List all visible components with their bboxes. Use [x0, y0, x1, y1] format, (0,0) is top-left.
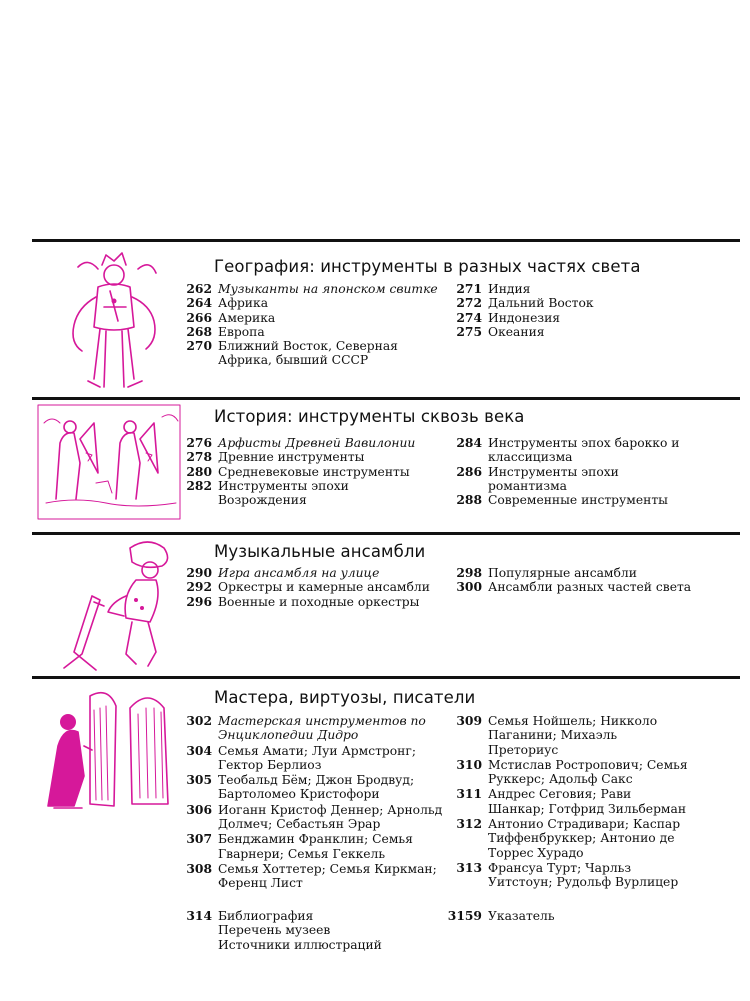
toc-entry[interactable] — [176, 339, 438, 368]
toc-entry[interactable] — [446, 282, 716, 296]
entry-title: Древние инструменты — [218, 450, 365, 465]
toc-entry[interactable] — [176, 744, 444, 773]
page-number: 307 — [186, 831, 212, 847]
toc-entry[interactable] — [176, 923, 438, 937]
entry-title: Арфисты Древней Вавилонии — [218, 436, 416, 450]
page-number: 302 — [186, 713, 212, 728]
toc-entry[interactable] — [176, 282, 438, 296]
entries-left-ensembles — [176, 566, 438, 609]
entry-title: Ближний Восток, Северная Африка, бывший СССР — [218, 339, 398, 368]
toc-entry[interactable] — [176, 450, 438, 464]
entry-title: Индонезия — [488, 310, 561, 325]
entry-title: Игра ансамбля на улице — [218, 566, 380, 580]
entries-right-masters — [446, 714, 688, 890]
page-number — [176, 923, 218, 937]
page-number: 311 — [456, 786, 482, 802]
toc-entry[interactable] — [441, 909, 711, 923]
toc-entry[interactable] — [446, 493, 690, 507]
section-history — [0, 397, 750, 532]
toc-entry[interactable] — [446, 325, 716, 339]
entry-title: Источники иллюстраций — [218, 937, 382, 952]
page-number: 314 — [186, 908, 212, 923]
entry-title: Инструменты эпохи романтизма — [488, 464, 619, 493]
entry-title: Библиография — [218, 909, 314, 923]
page-number: 304 — [186, 742, 212, 758]
entry-title: Современные инструменты — [488, 493, 668, 508]
toc-entry[interactable] — [176, 832, 444, 861]
entries-right-geography — [446, 282, 716, 339]
entry-title: Андрес Сеговия; Рави Шанкар; Готфрид Зильберман — [488, 787, 687, 816]
toc-entry[interactable] — [446, 580, 716, 594]
street-musician-illustration — [52, 536, 182, 676]
entry-title: Африка — [218, 296, 269, 311]
entry-title: Перечень музеев — [218, 923, 331, 938]
section-title-history: История: инструменты сквозь века — [214, 407, 525, 426]
entry-title: Мстислав Ростропович; Семья Руккерс; Адольф Сакс — [488, 757, 688, 787]
page-number: 313 — [456, 859, 482, 875]
toc-entry[interactable] — [176, 862, 444, 891]
page-number: 286 — [456, 463, 482, 479]
toc-entry[interactable] — [176, 325, 438, 339]
page-number: 3159 — [447, 908, 482, 923]
entry-title: Музыканты на японском свитке — [218, 282, 438, 296]
page-number: 290 — [186, 565, 212, 580]
toc-entry[interactable] — [176, 909, 438, 923]
page-number: 280 — [186, 463, 212, 479]
page-number: 288 — [456, 492, 482, 508]
page-number: 282 — [186, 477, 212, 493]
entries-right-ensembles — [446, 566, 716, 595]
toc-entry[interactable] — [176, 803, 444, 832]
page-number: 266 — [186, 309, 212, 325]
entries-left-masters — [176, 714, 444, 891]
page-number: 305 — [186, 772, 212, 788]
section-geography — [0, 239, 750, 397]
toc-entry[interactable] — [446, 311, 716, 325]
entry-title: Военные и походные оркестры — [218, 594, 420, 609]
entry-title: Европа — [218, 324, 265, 339]
toc-entry[interactable] — [446, 758, 688, 787]
page-number: 264 — [186, 295, 212, 311]
page-number — [176, 938, 218, 952]
section-title-ensembles: Музыкальные ансамбли — [214, 542, 426, 561]
page-number: 270 — [186, 338, 212, 354]
entry-title: Ансамбли разных частей света — [488, 580, 692, 595]
page-number: 272 — [456, 295, 482, 311]
entry-title: Семья Амати; Луи Армстронг; Гектор Берлиоз — [218, 743, 416, 772]
toc-entry[interactable] — [176, 311, 438, 325]
page-number: 275 — [456, 323, 482, 339]
toc-entry[interactable] — [176, 465, 438, 479]
toc-entry[interactable] — [176, 296, 438, 310]
entry-title: Средневековые инструменты — [218, 464, 410, 479]
entry-title: Иоганн Кристоф Деннер; Арнольд Долмеч; Себастьян Эрар — [218, 802, 443, 832]
entries-left-appendix — [176, 909, 438, 952]
toc-entry[interactable] — [446, 817, 688, 860]
japanese-musician-illustration — [58, 247, 168, 397]
entry-title: Америка — [218, 310, 276, 325]
toc-entry[interactable] — [446, 861, 688, 890]
page-number: 312 — [456, 816, 482, 832]
entry-title: Океания — [488, 324, 545, 339]
toc-entry[interactable] — [176, 595, 438, 609]
toc-entry[interactable] — [446, 566, 716, 580]
section-title-masters: Мастера, виртуозы, писатели — [214, 688, 476, 707]
entry-title: Популярные ансамбли — [488, 566, 637, 580]
entry-title: Индия — [488, 282, 531, 296]
page-number: 276 — [186, 435, 212, 450]
page-number: 262 — [186, 281, 212, 296]
section-masters — [0, 676, 750, 896]
babylonian-harpists-relief-illustration — [36, 403, 182, 521]
page-number: 271 — [456, 281, 482, 296]
entries-right-history — [446, 436, 690, 507]
page-number: 268 — [186, 323, 212, 339]
toc-entry[interactable] — [176, 938, 438, 952]
section-ensembles — [0, 532, 750, 676]
page-number: 310 — [456, 756, 482, 772]
page-number: 278 — [186, 449, 212, 465]
toc-entry[interactable] — [446, 714, 688, 757]
toc-entry[interactable] — [176, 479, 438, 508]
entry-title: Антонио Страдивари; Каспар Тиффенбруккер; Антонио де Торрес Хурадо — [488, 817, 681, 860]
section-title-geography: География: инструменты в разных частях света — [214, 257, 641, 276]
page-number: 296 — [186, 593, 212, 609]
entry-title: Мастерская инструментов по Энциклопедии Дидро — [218, 714, 426, 743]
page-number: 292 — [186, 579, 212, 595]
entry-title: Указатель — [488, 909, 555, 923]
toc-entry[interactable] — [446, 296, 716, 310]
entries-left-geography — [176, 282, 438, 368]
entry-title: Инструменты эпох барокко и классицизма — [488, 436, 680, 465]
entry-title: Бенджамин Франклин; Семья Гварнери; Семья Геккель — [218, 832, 413, 861]
page-number: 284 — [456, 435, 482, 450]
entry-title: Оркестры и камерные ансамбли — [218, 580, 430, 595]
entry-title: Франсуа Турт; Чарльз Уитстоун; Рудольф Вурлицер — [488, 860, 679, 890]
toc-entry[interactable] — [446, 787, 688, 816]
entry-title: Теобальд Бём; Джон Бродвуд; Бартоломео Кристофори — [218, 773, 415, 802]
entry-title: Семья Хоттетер; Семья Киркман; Ференц Лист — [218, 861, 437, 891]
entry-title: Инструменты эпохи Возрождения — [218, 478, 349, 508]
entry-title: Семья Нойшель; Никколо Паганини; Михаэль Преториус — [488, 714, 658, 757]
toc-entry[interactable] — [446, 436, 690, 465]
toc-entry[interactable] — [176, 773, 444, 802]
page-number: 306 — [186, 801, 212, 817]
entries-right-appendix — [441, 909, 711, 923]
toc-entry[interactable] — [176, 436, 438, 450]
toc-entry[interactable] — [176, 580, 438, 594]
page-number: 298 — [456, 565, 482, 580]
section-appendix — [0, 905, 750, 965]
toc-entry[interactable] — [176, 714, 444, 743]
page-number: 274 — [456, 309, 482, 325]
entry-title: Дальний Восток — [488, 296, 594, 311]
harp-makers-illustration — [34, 686, 174, 816]
toc-entry[interactable] — [446, 465, 690, 494]
toc-entry[interactable] — [176, 566, 438, 580]
page-number: 308 — [186, 860, 212, 876]
entries-left-history — [176, 436, 438, 507]
page-number: 300 — [456, 579, 482, 595]
page-number: 309 — [456, 713, 482, 728]
